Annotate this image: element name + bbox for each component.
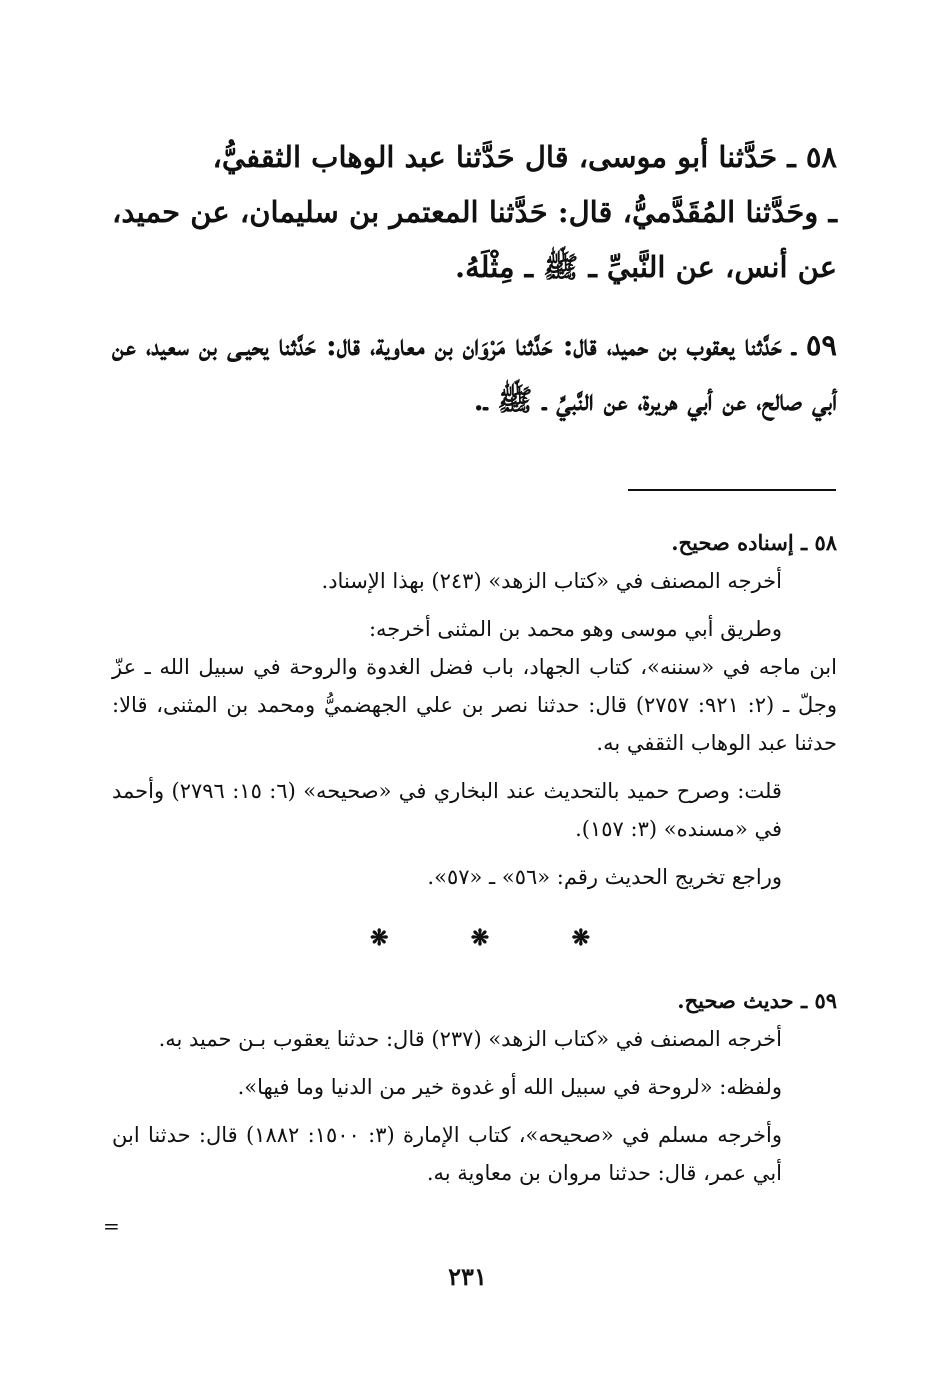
continuation-mark: =	[103, 1214, 120, 1238]
footnote-59	[112, 982, 837, 1192]
star-ornament: ❋	[470, 925, 490, 951]
hadith-58	[112, 130, 837, 295]
footnote-58-line-5: وراجع تخريج الحديث رقم: «٥٦» ـ «٥٧».	[427, 865, 782, 889]
hadith-58-line-2: ـ وحَدَّثنا المُقَدَّميُّ، قال: حَدَّثنا المعتمر بن سليمان، عن حميد، عن أنس، عن النَّبيِّ ـ ﷺ ـ مِثْلَهُ.	[112, 195, 837, 284]
hadith-58-line-1: ٥٨ ـ حَدَّثنا أبو موسى، قال حَدَّثنا عبد الوهاب الثقفيُّ،	[212, 140, 837, 174]
footnote-58-line-2: وطريق أبي موسى وهو محمد بن المثنى أخرجه:	[368, 617, 782, 641]
footnote-divider	[628, 489, 836, 491]
footnote-59-line-3: وأخرجه مسلم في «صحيحه»، كتاب الإمارة (٣: ١٥٠٠: ١٨٨٢) قال: حدثنا ابن أبي عمر، قال: حدثنا مروان بن معاوية به.	[112, 1123, 782, 1185]
footnote-59-line-1: أخرجه المصنف في «كتاب الزهد» (٢٣٧) قال: حدثنا يعقوب بـن حميد به.	[158, 1027, 782, 1051]
star-ornament: ❋	[370, 925, 389, 951]
footnote-58-heading: ٥٨ ـ إسناده صحيح.	[671, 530, 837, 555]
section-separator	[370, 925, 590, 955]
footnote-59-line-2: ولفظه: «لروحة في سبيل الله أو غدوة خير من الدنيا وما فيها».	[237, 1075, 782, 1099]
footnote-58	[112, 524, 837, 896]
page-number: ٢٣١	[448, 1262, 487, 1291]
footnote-58-line-1: أخرجه المصنف في «كتاب الزهد» (٢٤٣) بهذا الإسناد.	[321, 569, 782, 593]
hadith-59-text: ٥٩ ـ حَدَّثنا يعقوب بن حميد، قال: حَدَّثنا مَرْوَان بن معاوية، قال: حَدَّثنا يحيـى بن سعيد، عن أبي صالح، عن أبي هريرة، عن النَّبيِّ ـ ﷺ ـ.	[112, 328, 837, 417]
footnote-58-line-4: قلت: وصرح حميد بالتحديث عند البخاري في «صحيحه» (٦: ١٥: ٢٧٩٦) وأحمد في «مسنده» (٣: ١٥٧).	[112, 779, 782, 841]
star-ornament: ❋	[571, 925, 590, 951]
footnote-58-line-3: ابن ماجه في «سننه»، كتاب الجهاد، باب فضل الغدوة والروحة في سبيل الله ـ عزّ وجلّ ـ (٢: ٩٢١: ٢٧٥٧) قال: حدثنا نصر بن علي الجهضميُّ ومحمد بن المثنى، قالا: حدثنا عبد الوهاب الثقفي به.	[112, 655, 837, 755]
footnote-59-heading: ٥٩ ـ حديث صحيح.	[677, 988, 837, 1013]
hadith-59	[112, 318, 837, 428]
